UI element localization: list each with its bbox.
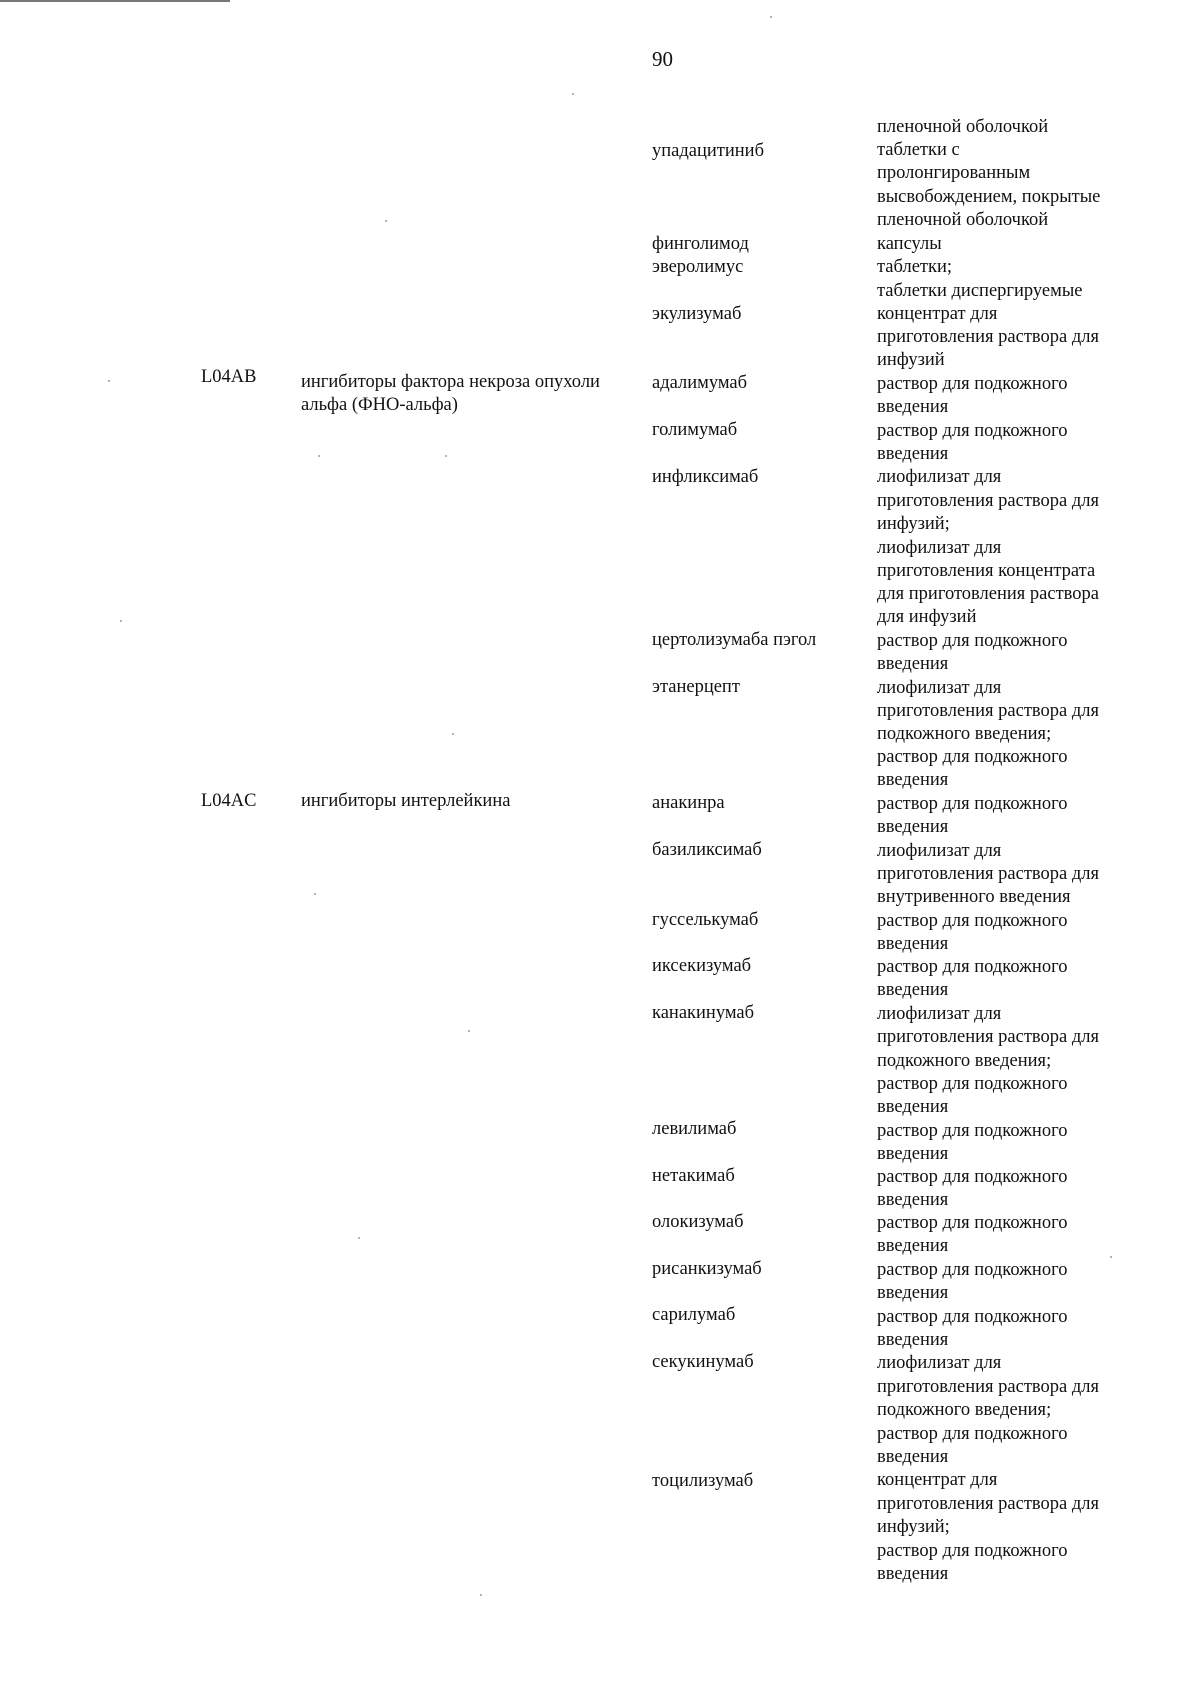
dosage-form-line: приготовления раствора для bbox=[877, 1027, 1099, 1047]
dosage-form-line: раствор для подкожного bbox=[877, 957, 1068, 977]
dosage-form-line: пролонгированным bbox=[877, 163, 1031, 183]
drug-name: сарилумаб bbox=[652, 1305, 736, 1325]
dosage-form-line: подкожного введения; bbox=[877, 724, 1052, 744]
drug-name: анакинра bbox=[652, 793, 725, 813]
dosage-form-line: для приготовления раствора bbox=[877, 584, 1099, 604]
dosage-form-line: раствор для подкожного bbox=[877, 1074, 1068, 1094]
drug-name: финголимод bbox=[652, 234, 749, 254]
dosage-form-line: концентрат для bbox=[877, 304, 998, 324]
dosage-form-line: введения bbox=[877, 1330, 949, 1350]
dosage-form-line: высвобождением, покрытые bbox=[877, 187, 1101, 207]
dosage-form-line: раствор для подкожного bbox=[877, 374, 1068, 394]
dosage-form-line: приготовления раствора для bbox=[877, 1494, 1099, 1514]
scan-speck bbox=[1110, 1256, 1112, 1258]
dosage-form-line: лиофилизат для bbox=[877, 1004, 1002, 1024]
scan-speck bbox=[314, 893, 316, 895]
scan-speck bbox=[452, 733, 454, 735]
dosage-form-line: раствор для подкожного bbox=[877, 1121, 1068, 1141]
group-code-l04ab: L04AB bbox=[201, 367, 257, 387]
scan-speck bbox=[480, 1594, 482, 1596]
dosage-form-line: введения bbox=[877, 980, 949, 1000]
drug-name: секукинумаб bbox=[652, 1352, 754, 1372]
dosage-form-line: пленочной оболочкой bbox=[877, 117, 1049, 137]
drug-name: олокизумаб bbox=[652, 1212, 744, 1232]
drug-name: нетакимаб bbox=[652, 1166, 735, 1186]
dosage-form-line: раствор для подкожного bbox=[877, 1167, 1068, 1187]
dosage-form-line: инфузий; bbox=[877, 514, 950, 534]
dosage-form-line: инфузий; bbox=[877, 1517, 950, 1537]
drug-name: иксекизумаб bbox=[652, 956, 752, 976]
scan-speck bbox=[108, 380, 110, 382]
dosage-form-line: лиофилизат для bbox=[877, 538, 1002, 558]
dosage-form-line: раствор для подкожного bbox=[877, 747, 1068, 767]
dosage-form-line: введения bbox=[877, 444, 949, 464]
group-name-line: ингибиторы фактора некроза опухоли bbox=[301, 372, 600, 392]
drug-name: адалимумаб bbox=[652, 373, 748, 393]
drug-name: базиликсимаб bbox=[652, 840, 762, 860]
dosage-form-line: инфузий bbox=[877, 350, 945, 370]
dosage-form-line: введения bbox=[877, 934, 949, 954]
drug-name: эверолимус bbox=[652, 257, 744, 277]
scan-speck bbox=[318, 455, 320, 457]
dosage-form-line: приготовления раствора для bbox=[877, 1377, 1099, 1397]
dosage-form-line: введения bbox=[877, 1564, 949, 1584]
dosage-form-line: раствор для подкожного bbox=[877, 1541, 1068, 1561]
scan-speck bbox=[120, 620, 122, 622]
drug-name: этанерцепт bbox=[652, 677, 740, 697]
scan-speck bbox=[445, 455, 447, 457]
drug-name: гусселькумаб bbox=[652, 910, 759, 930]
page-number: 90 bbox=[652, 47, 673, 71]
dosage-form-line: введения bbox=[877, 1190, 949, 1210]
dosage-form-line: внутривенного введения bbox=[877, 887, 1071, 907]
dosage-form-line: раствор для подкожного bbox=[877, 794, 1068, 814]
drug-name: инфликсимаб bbox=[652, 467, 759, 487]
dosage-form-line: введения bbox=[877, 1097, 949, 1117]
dosage-form-line: приготовления раствора для bbox=[877, 701, 1099, 721]
dosage-form-line: пленочной оболочкой bbox=[877, 210, 1049, 230]
dosage-form-line: концентрат для bbox=[877, 1470, 998, 1490]
drug-name: канакинумаб bbox=[652, 1003, 755, 1023]
drug-name: цертолизумаба пэгол bbox=[652, 630, 817, 650]
dosage-form-line: введения bbox=[877, 1283, 949, 1303]
dosage-form-line: введения bbox=[877, 817, 949, 837]
dosage-form-line: подкожного введения; bbox=[877, 1400, 1052, 1420]
scan-speck bbox=[468, 1030, 470, 1032]
dosage-form-line: раствор для подкожного bbox=[877, 1213, 1068, 1233]
dosage-form-line: введения bbox=[877, 1236, 949, 1256]
group-code-l04ac: L04AC bbox=[201, 791, 257, 811]
dosage-form-line: приготовления раствора для bbox=[877, 864, 1099, 884]
dosage-form-line: лиофилизат для bbox=[877, 467, 1002, 487]
dosage-form-line: для инфузий bbox=[877, 607, 977, 627]
scan-speck bbox=[770, 16, 772, 18]
dosage-form-line: подкожного введения; bbox=[877, 1051, 1052, 1071]
group-name-line: ингибиторы интерлейкина bbox=[301, 791, 511, 811]
dosage-form-line: таблетки с bbox=[877, 140, 960, 160]
drug-name: упадацитиниб bbox=[652, 141, 764, 161]
dosage-form-line: введения bbox=[877, 1447, 949, 1467]
drug-name: экулизумаб bbox=[652, 304, 742, 324]
dosage-form-line: раствор для подкожного bbox=[877, 421, 1068, 441]
drug-name: левилимаб bbox=[652, 1119, 737, 1139]
dosage-form-line: лиофилизат для bbox=[877, 841, 1002, 861]
dosage-form-line: раствор для подкожного bbox=[877, 1307, 1068, 1327]
group-name-line: альфа (ФНО-альфа) bbox=[301, 395, 458, 415]
dosage-form-line: раствор для подкожного bbox=[877, 1260, 1068, 1280]
dosage-form-line: таблетки; bbox=[877, 257, 953, 277]
dosage-form-line: раствор для подкожного bbox=[877, 631, 1068, 651]
drug-name: тоцилизумаб bbox=[652, 1471, 754, 1491]
drug-name: голимумаб bbox=[652, 420, 738, 440]
dosage-form-line: приготовления раствора для bbox=[877, 491, 1099, 511]
dosage-form-line: раствор для подкожного bbox=[877, 911, 1068, 931]
dosage-form-line: раствор для подкожного bbox=[877, 1424, 1068, 1444]
scan-speck bbox=[572, 93, 574, 95]
dosage-form-line: приготовления раствора для bbox=[877, 327, 1099, 347]
dosage-form-line: лиофилизат для bbox=[877, 1353, 1002, 1373]
scan-speck bbox=[358, 1237, 360, 1239]
dosage-form-line: введения bbox=[877, 770, 949, 790]
drug-name: рисанкизумаб bbox=[652, 1259, 762, 1279]
dosage-form-line: введения bbox=[877, 397, 949, 417]
scan-speck bbox=[385, 220, 387, 222]
dosage-form-line: лиофилизат для bbox=[877, 678, 1002, 698]
dosage-form-line: капсулы bbox=[877, 234, 942, 254]
dosage-form-line: введения bbox=[877, 654, 949, 674]
scan-edge-line bbox=[0, 0, 230, 2]
dosage-form-line: введения bbox=[877, 1144, 949, 1164]
dosage-form-line: приготовления концентрата bbox=[877, 561, 1096, 581]
dosage-form-line: таблетки диспергируемые bbox=[877, 281, 1083, 301]
